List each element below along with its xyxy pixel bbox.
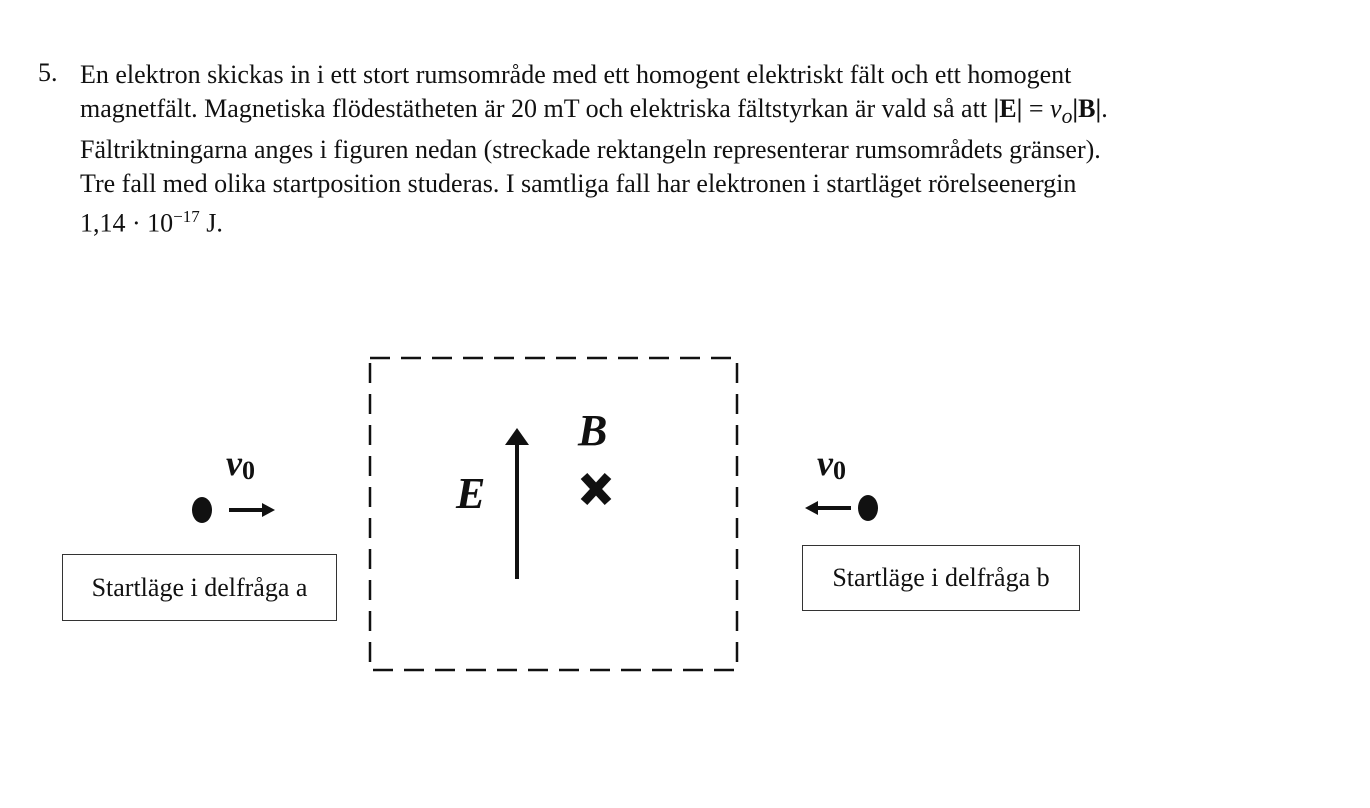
problem-line-3: Fältriktningarna anges i figuren nedan (streckade rektangeln representerar rumsområdets gränser). [80,135,1101,165]
energy-unit: J. [199,208,223,238]
problem-line-1: En elektron skickas in i ett stort rumsområde med ett homogent elektriskt fält och ett homogent [80,60,1072,89]
formula-B: |B| [1072,93,1102,123]
start-position-a-box: Startläge i delfråga a [62,554,337,621]
E-label: E [456,469,486,518]
formula-v: v [1050,93,1062,123]
formula-E: |E| [993,93,1023,123]
line-2-text: magnetfält. Magnetiska flödestätheten är 20 mT och elektriska fältstyrkan är vald så att [80,93,994,123]
B-label: B [578,406,608,455]
v0-right-sub: 0 [832,456,846,485]
velocity-arrow-right [229,503,275,517]
start-position-b-box: Startläge i delfråga b [802,545,1080,611]
magnetic-field-into-page-icon [584,476,608,502]
v0-left-sub: 0 [241,456,255,485]
energy-exponent: −17 [173,207,200,227]
formula-eq: = [1022,93,1051,123]
electron-right [858,495,878,521]
formula-end: . [1101,93,1108,123]
v0-left: v [226,443,242,483]
v0-right: v [817,443,833,483]
region-boundary [370,358,737,670]
velocity-arrow-left [805,501,851,515]
electron-left [192,497,212,523]
problem-line-4: Tre fall med olika startposition studeras. I samtliga fall har elektronen i startläget rörelseenergin [80,168,1077,198]
v0-right-label [817,442,846,486]
electric-field-arrow [505,428,529,579]
problem-number: 5. [38,58,58,87]
formula-v-sub: o [1061,103,1073,128]
energy-mantissa: 1,14 · 10 [80,208,174,238]
v0-left-label [226,442,255,486]
